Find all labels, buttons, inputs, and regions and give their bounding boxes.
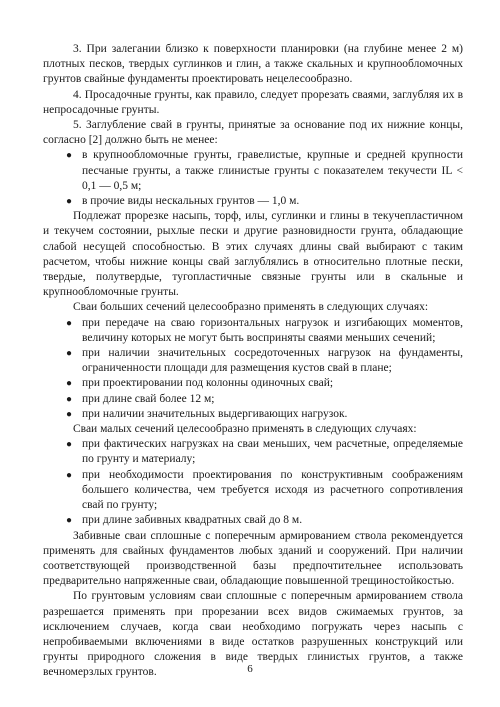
list-item: ● при необходимости проектирования по конструктивным соображениям большего количества, чем требуется исходя из расчетного сопротивления свай по грунту;	[66, 468, 463, 512]
bullet-icon: ●	[66, 515, 73, 527]
large-section-list	[43, 316, 463, 422]
list-item: ● при наличии значительных сосредоточенных нагрузок на фундаменты, ограниченности площади для размещения кустов свай в плане;	[66, 347, 463, 375]
small-section-intro: Сваи малых сечений целесообразно применять в следующих случаях:	[73, 423, 417, 436]
list-item: ● при фактических нагрузках на сваи меньших, чем расчетные, определяемые по грунту и материалу;	[66, 438, 463, 466]
bullet-icon: ●	[66, 317, 73, 329]
list-item: ● при проектировании под колонны одиночных свай;	[43, 376, 463, 391]
bullet-icon: ●	[66, 348, 73, 360]
paragraph-5: 5. Заглубление свай в грунты, принятые за основание под их нижние концы, согласно [2] должно быть не менее:	[43, 119, 463, 147]
depth-list	[43, 148, 463, 209]
small-section-list	[43, 437, 463, 528]
paragraph-3: 3. При залегании близко к поверхности планировки (на глубине менее 2 м) плотных песков, твердых суглинков и глин, а также скальных и крупнообломочных грунтов свайные фундаменты проектировать нецелесообразно.	[43, 43, 463, 86]
list-item: ● в крупнообломочные грунты, гравелистые, крупные и средней крупности песчаные грунты, а также глинистые грунты с показателем текучести IL < 0,1 — 0,5 м;	[66, 149, 463, 192]
large-section-intro: Сваи больших сечений целесообразно применять в следующих случаях:	[73, 301, 429, 314]
paragraph-ground-conditions: По грунтовым условиям сваи сплошные с поперечным армированием ствола разрешается применять при прорезании всех видов сжимаемых грунтов, за исключением случаев, когда сваи необходимо погружать через насыпь с непробиваемыми включениями в виде остатков разрушенных конструкций или грунты природного сложения в виде твердых глинистых грунтов, а также вечномерзлых грунтов.	[43, 590, 463, 679]
list-item: ● в прочие виды нескальных грунтов — 1,0 м.	[43, 194, 463, 209]
list-item: ● при длине свай более 12 м;	[43, 392, 463, 407]
page-number: 6	[247, 663, 253, 675]
page-text	[43, 42, 463, 681]
paragraph-4: 4. Просадочные грунты, как правило, следует прорезать сваями, заглубляя их в непросадочные грунты.	[43, 88, 463, 116]
bullet-icon: ●	[66, 196, 73, 208]
bullet-icon: ●	[66, 408, 73, 420]
list-item: ● при длине забивных квадратных свай до 8 м.	[43, 513, 463, 528]
bullet-icon: ●	[66, 439, 73, 451]
list-item: ● при передаче на сваю горизонтальных нагрузок и изгибающих моментов, величину которых не могут быть восприняты сваями меньших сечений;	[66, 316, 463, 344]
bullet-icon: ●	[66, 469, 73, 481]
paragraph-cut-through: Подлежат прорезке насыпь, торф, илы, суглинки и глины в текучепластичном и текучем состоянии, рыхлые пески и другие разновидности грунта, обладающие слабой несущей способностью. В этих случаях длины свай выбирают с таким расчетом, чтобы нижние концы свай заглублялись в относительно плотные пески, твердые, полутвердые, тугопластичные связные грунты или в скальные и крупнообломочные грунты.	[43, 210, 463, 299]
bullet-icon: ●	[66, 150, 73, 162]
bullet-icon: ●	[66, 393, 73, 405]
bullet-icon: ●	[66, 378, 73, 390]
list-item: ● при наличии значительных выдергивающих нагрузок.	[43, 407, 463, 422]
paragraph-driven-piles: Забивные сваи сплошные с поперечным армированием ствола рекомендуется применять для свайных фундаментов любых зданий и сооружений. При наличии соответствующей производственной базы предпочтительнее использовать предварительно напряженные сваи, обладающие повышенной трещиностойкостью.	[43, 529, 463, 588]
